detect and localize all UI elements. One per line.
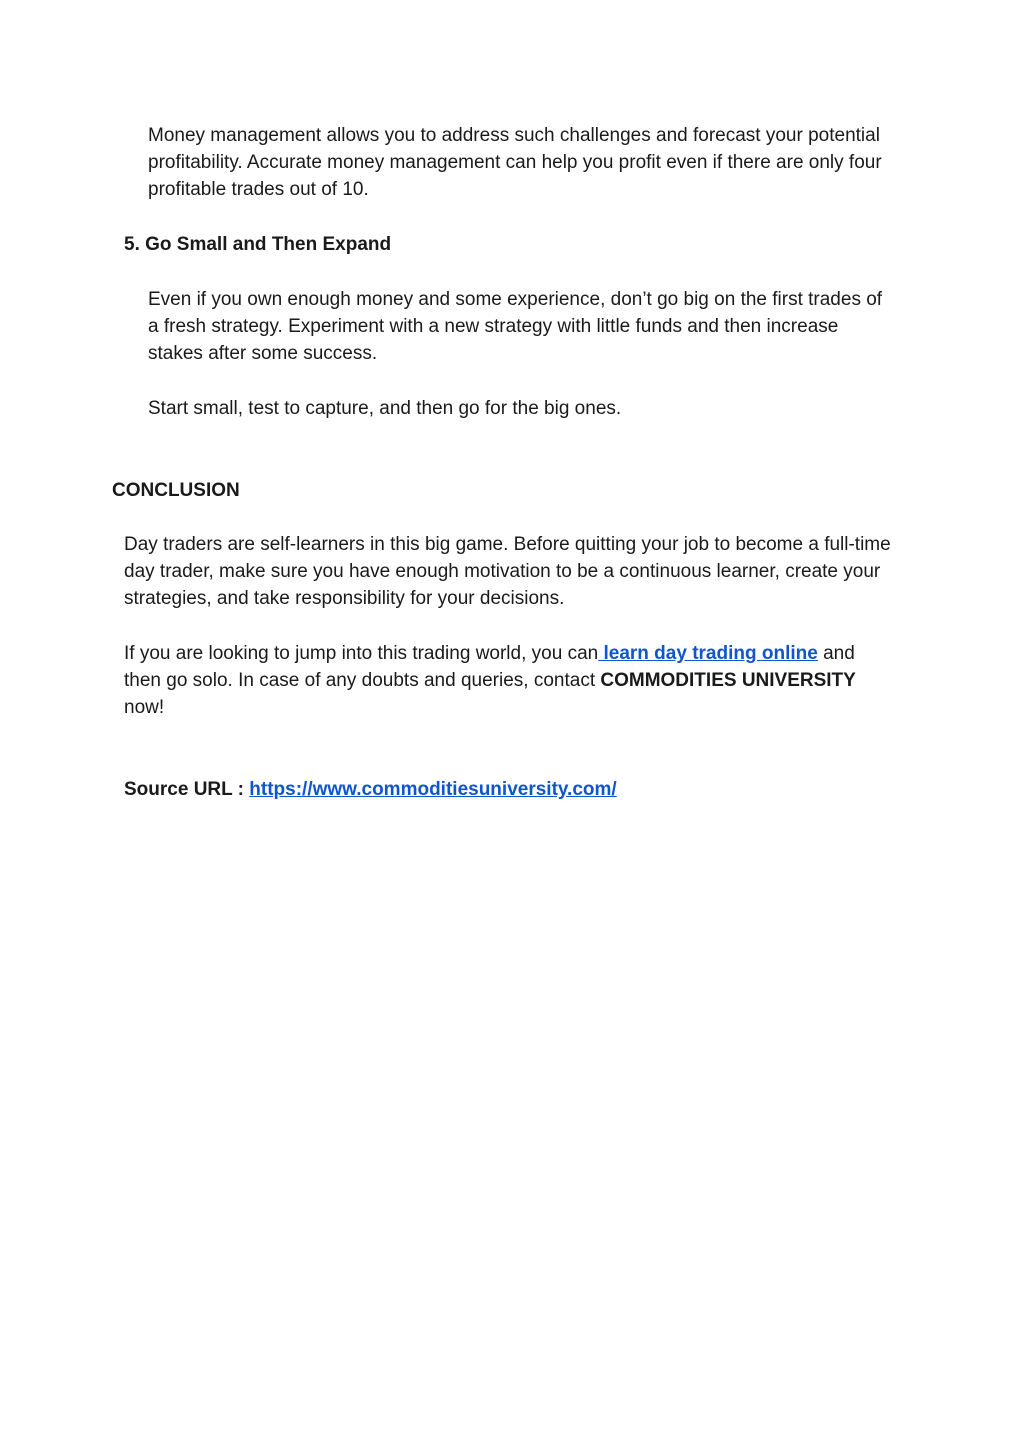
learn-day-trading-link[interactable]: learn day trading online (598, 643, 818, 664)
section-5-paragraph-1: Even if you own enough money and some experience, don’t go big on the first trades of a fresh strategy. Experiment with a new strategy with little funds and then increase stakes after some success. (148, 289, 883, 364)
conclusion-paragraph-2 (124, 640, 894, 721)
money-management-paragraph: Money management allows you to address such challenges and forecast your potential profitability. Accurate money management can help you profit even if there are only four profitable trades out of 10. (148, 125, 882, 200)
conclusion-paragraph-2-middle: and then go solo. In case of any doubts and queries, contact (124, 643, 855, 691)
section-5-paragraph-2: Start small, test to capture, and then go for the big ones. (148, 398, 622, 419)
conclusion-heading: CONCLUSION (112, 480, 240, 501)
source-line (124, 776, 894, 803)
source-label: Source URL : (124, 779, 250, 800)
conclusion-paragraph-2-suffix: now! (124, 697, 165, 718)
brand-name: COMMODITIES UNIVERSITY (600, 670, 856, 691)
source-url-link[interactable]: https://www.commoditiesuniversity.com/ (249, 779, 617, 800)
section-5-heading: 5. Go Small and Then Expand (124, 234, 392, 255)
conclusion-paragraph-2-prefix: If you are looking to jump into this trading world, you can (124, 643, 599, 664)
conclusion-paragraph-1: Day traders are self-learners in this big game. Before quitting your job to become a full-time day trader, make sure you have enough motivation to be a continuous learner, create your strategies, and take responsibility for your decisions. (124, 534, 891, 609)
